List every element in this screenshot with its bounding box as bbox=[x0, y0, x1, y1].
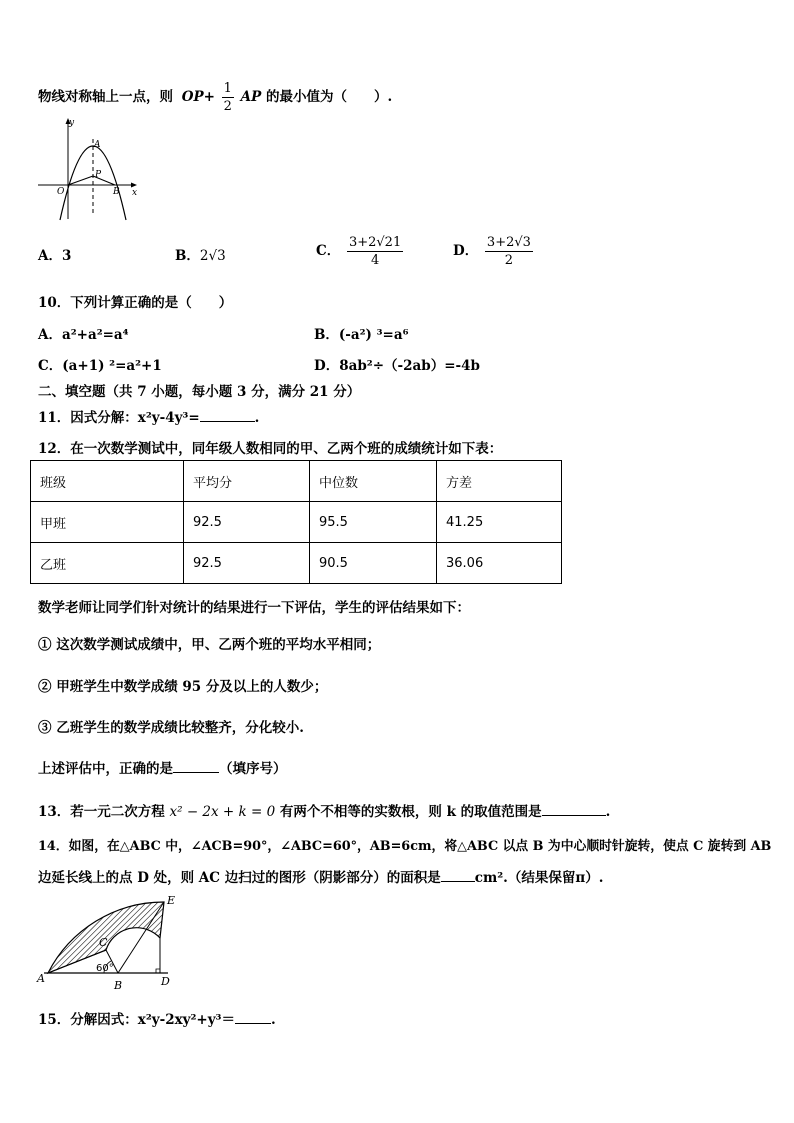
q11 bbox=[38, 406, 259, 426]
q15 bbox=[38, 1008, 276, 1028]
table-cell: 甲班 bbox=[31, 502, 184, 543]
q13-stem: 13．若一元二次方程 bbox=[38, 804, 165, 820]
q9-option-d-den: 2 bbox=[504, 253, 514, 268]
q9-option-c-fraction bbox=[347, 236, 403, 267]
q9-label-p: P bbox=[95, 170, 102, 180]
q9-option-a bbox=[38, 244, 71, 264]
q9-stem-text: 物线对称轴上一点，则 bbox=[38, 89, 173, 105]
q14-rotation-figure bbox=[34, 890, 184, 992]
q10-option-c: C．(a+1) ²=a²+1 bbox=[38, 358, 162, 374]
q14-line-2 bbox=[38, 866, 603, 886]
q12-item-1: ① 这次数学测试成绩中，甲、乙两个班的平均水平相同； bbox=[38, 637, 381, 653]
table-row bbox=[31, 543, 562, 584]
q12-answer-blank[interactable] bbox=[173, 772, 219, 773]
q9-tail: 的最小值为（ ）. bbox=[265, 89, 393, 105]
q13-end: . bbox=[605, 804, 611, 820]
q12-stem: 12．在一次数学测试中，同年级人数相同的甲、乙两个班的成绩统计如下表： bbox=[38, 441, 503, 457]
q13 bbox=[38, 800, 610, 820]
q14-label-d: D bbox=[161, 975, 170, 988]
table-cell: 90.5 bbox=[310, 543, 437, 584]
q9-option-d-num: 3+2√3 bbox=[486, 235, 531, 250]
q10-option-a: A．a²+a²=a⁴ bbox=[38, 327, 129, 343]
q9-parabola-graph bbox=[36, 115, 140, 225]
q14-line-2-text: 边延长线上的点 D 处，则 AC 边扫过的图形（阴影部分）的面积是 bbox=[38, 870, 441, 886]
table-header-row bbox=[31, 461, 562, 502]
q10-stem: 10．下列计算正确的是（ ） bbox=[38, 295, 233, 311]
q12-item-2: ② 甲班学生中数学成绩 95 分及以上的人数少； bbox=[38, 679, 328, 695]
q12-ask bbox=[38, 757, 287, 777]
table-row bbox=[31, 502, 562, 543]
q9-option-c-den: 4 bbox=[370, 253, 380, 268]
q13-equation: x² − 2x + k = 0 bbox=[169, 804, 276, 820]
q9-option-d bbox=[453, 236, 535, 267]
table-header-cell: 班级 bbox=[31, 461, 184, 502]
q9-frac-den: 2 bbox=[223, 99, 232, 114]
score-table bbox=[30, 460, 562, 584]
section-title: 二、填空题（共 7 小题，每小题 3 分，满分 21 分） bbox=[38, 384, 361, 400]
q10-option-d: D．8ab²÷（-2ab）=-4b bbox=[314, 358, 480, 374]
q9-stem bbox=[38, 82, 392, 113]
q9-option-b-value: 2√3 bbox=[199, 248, 226, 264]
q12-intro: 数学老师让同学们针对统计的结果进行一下评估，学生的评估结果如下： bbox=[38, 600, 470, 616]
table-cell: 95.5 bbox=[310, 502, 437, 543]
q12-ask-text: 上述评估中，正确的是 bbox=[38, 761, 173, 777]
q9-option-d-label: D． bbox=[453, 243, 479, 259]
table-header-cell: 平均分 bbox=[184, 461, 310, 502]
q14-label-c: C bbox=[99, 936, 108, 949]
q9-expr-a: OP+ bbox=[181, 89, 215, 105]
q14-answer-blank[interactable] bbox=[441, 881, 475, 882]
q9-option-c bbox=[316, 236, 405, 267]
table-cell: 乙班 bbox=[31, 543, 184, 584]
q9-option-b-label: B． bbox=[175, 248, 200, 264]
q9-expr-b: AP bbox=[240, 89, 262, 105]
q9-frac-num: 1 bbox=[223, 81, 232, 96]
q15-stem: 15．分解因式：x²y-2xy²+y³＝ bbox=[38, 1012, 235, 1028]
q13-mid: 有两个不相等的实数根，则 k 的取值范围是 bbox=[279, 804, 542, 820]
table-cell: 92.5 bbox=[184, 502, 310, 543]
q9-option-a-label: A． bbox=[38, 248, 62, 264]
q15-end: . bbox=[270, 1012, 276, 1028]
q14-label-angle: 60° bbox=[96, 963, 114, 974]
q9-option-b bbox=[175, 244, 226, 264]
table-header-cell: 中位数 bbox=[310, 461, 437, 502]
q9-label-b: B bbox=[113, 187, 120, 197]
q9-option-c-label: C． bbox=[316, 243, 341, 259]
q11-stem: 11．因式分解：x²y-4y³= bbox=[38, 410, 200, 426]
q12-ask-tail: （填序号） bbox=[219, 761, 287, 777]
q11-end: . bbox=[254, 410, 260, 426]
table-header-cell: 方差 bbox=[437, 461, 562, 502]
q14-label-b: B bbox=[114, 979, 123, 992]
q13-answer-blank[interactable] bbox=[542, 815, 606, 816]
q14-line-1: 14．如图，在△ABC 中，∠ACB=90°，∠ABC=60°，AB=6cm，将△ABC 以点 B 为中心顺时针旋转，使点 C 旋转到 AB bbox=[38, 839, 772, 854]
q15-answer-blank[interactable] bbox=[235, 1023, 271, 1024]
table-cell: 92.5 bbox=[184, 543, 310, 584]
q14-line-2-tail: cm².（结果保留π）. bbox=[474, 870, 604, 886]
q14-label-a: A bbox=[37, 972, 45, 985]
q9-x-arrow bbox=[131, 183, 137, 188]
q9-fraction bbox=[222, 82, 234, 113]
q9-option-d-fraction bbox=[485, 236, 533, 267]
table-cell: 36.06 bbox=[437, 543, 562, 584]
q11-answer-blank[interactable] bbox=[200, 421, 255, 422]
q9-label-y: y bbox=[69, 118, 75, 128]
q9-label-x: x bbox=[132, 188, 138, 198]
q9-option-a-value: 3 bbox=[61, 248, 72, 264]
table-cell: 41.25 bbox=[437, 502, 562, 543]
q14-label-e: E bbox=[167, 894, 176, 907]
q10-option-b: B．(-a²) ³=a⁶ bbox=[314, 327, 409, 343]
q9-label-a: A bbox=[94, 140, 101, 150]
q12-item-3: ③ 乙班学生的数学成绩比较整齐，分化较小. bbox=[38, 720, 304, 736]
q9-option-c-num: 3+2√21 bbox=[348, 235, 402, 250]
q9-label-o: O bbox=[57, 187, 65, 197]
